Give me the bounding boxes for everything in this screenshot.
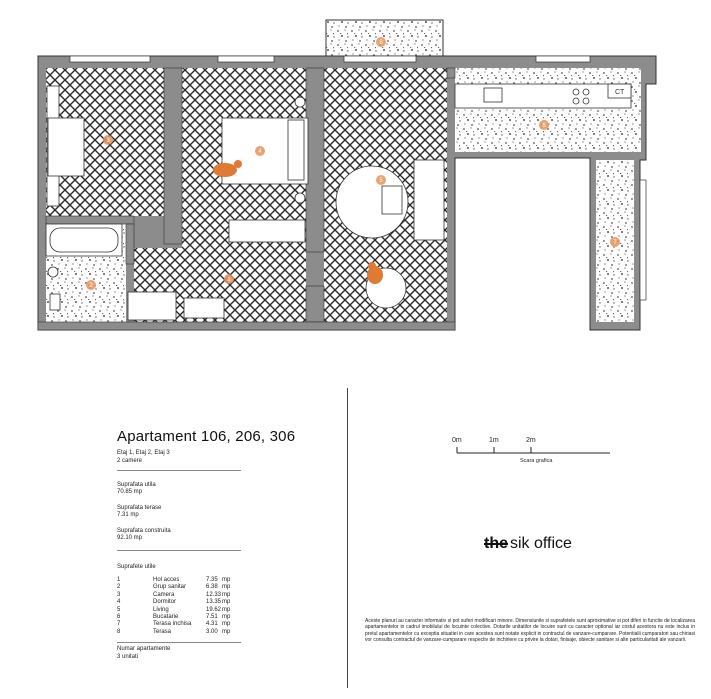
vertical-divider bbox=[347, 388, 348, 688]
room-marker-7 bbox=[610, 237, 620, 247]
room-marker-2 bbox=[86, 280, 96, 290]
terraces-label: Suprafata terase bbox=[117, 505, 162, 511]
table-row: 8 Terasa 3.00 mp bbox=[117, 628, 231, 635]
scale-label-1: 1m bbox=[489, 437, 499, 444]
table-row: 2 Grup sanitar 6.38 mp bbox=[117, 584, 231, 591]
apartment-count-value: 3 unitati bbox=[117, 654, 139, 660]
svg-text:8: 8 bbox=[379, 40, 383, 46]
built-area-label: Suprafata construita bbox=[117, 528, 171, 534]
room-marker-3 bbox=[103, 135, 113, 145]
scale-label-0: 0m bbox=[452, 437, 462, 444]
svg-text:5: 5 bbox=[379, 178, 383, 184]
room-marker-1 bbox=[224, 274, 234, 284]
room-marker-5 bbox=[376, 175, 386, 185]
scale-caption: Scara grafica bbox=[520, 458, 553, 464]
divider-line bbox=[117, 642, 241, 643]
room-bucatarie-floor bbox=[455, 68, 641, 152]
svg-text:7: 7 bbox=[613, 240, 617, 246]
room-marker-4 bbox=[255, 146, 265, 156]
scale-bar bbox=[452, 436, 612, 466]
built-area-value: 92.10 mp bbox=[117, 535, 143, 541]
apartment-title: Apartament 106, 206, 306 bbox=[117, 428, 296, 445]
terraces-value: 7.31 mp bbox=[117, 512, 139, 518]
room-marker-6 bbox=[539, 120, 549, 130]
table-row: 6 Bucatarie 7.51 mp bbox=[117, 614, 231, 621]
room-marker-8 bbox=[376, 37, 386, 47]
svg-text:3: 3 bbox=[106, 138, 110, 144]
logo-text: sik office bbox=[510, 535, 572, 552]
table-row: 7 Terasa inchisa 4.31 mp bbox=[117, 621, 231, 628]
disclaimer-text: Aceste planuri au caracter informativ si pot suferi modificari minore. Dimensiunile si suprafetele sunt aproximative si pot diferi in functie de localizarea apartamentelor in cadrul imobilului de locuinte colective. Dotarile unitatilor de locuire sunt cu caracter optional iar costul acestora nu este inclus in pretul apartamentelor cu exceptia situatiei in care acestea sunt notate explicit in contractul de vanzare-cumparare. Potentialii cumparatori sau chiriasi vor consulta contractul de vanzare-cumparare respectiv de inchiriere cu privire la dotari, finisaje, obiecte sanitare si alte particularitati ale vanzarii. bbox=[365, 618, 695, 643]
logo bbox=[484, 535, 572, 553]
divider-line bbox=[117, 550, 241, 551]
floors-text: Etaj 1, Etaj 2, Etaj 3 bbox=[117, 450, 170, 456]
rooms-count-text: 2 camere bbox=[117, 458, 143, 464]
scale-label-2: 2m bbox=[526, 437, 536, 444]
svg-text:1: 1 bbox=[227, 277, 231, 283]
table-row: 1 Hol acces 7.35 mp bbox=[117, 577, 231, 583]
ct-label: CT bbox=[615, 89, 625, 96]
table-row: 5 Living 19.62 mp bbox=[117, 606, 231, 613]
svg-text:2: 2 bbox=[89, 283, 93, 289]
kitchen-counter bbox=[455, 84, 631, 108]
usable-area-label: Suprafata utila bbox=[117, 482, 156, 488]
table-row: 4 Dormitor 13.35 mp bbox=[117, 599, 231, 606]
apartment-count-label: Numar apartamente bbox=[117, 646, 171, 652]
usable-surfaces-label: Suprafete utile bbox=[117, 564, 156, 570]
svg-text:6: 6 bbox=[542, 123, 546, 129]
rooms-table bbox=[117, 577, 230, 636]
table-row: 3 Camera 12.33 mp bbox=[117, 591, 231, 598]
svg-text:4: 4 bbox=[258, 149, 262, 155]
divider-line bbox=[117, 470, 241, 471]
usable-area-value: 70.85 mp bbox=[117, 489, 143, 495]
logo-the: the bbox=[484, 535, 508, 552]
